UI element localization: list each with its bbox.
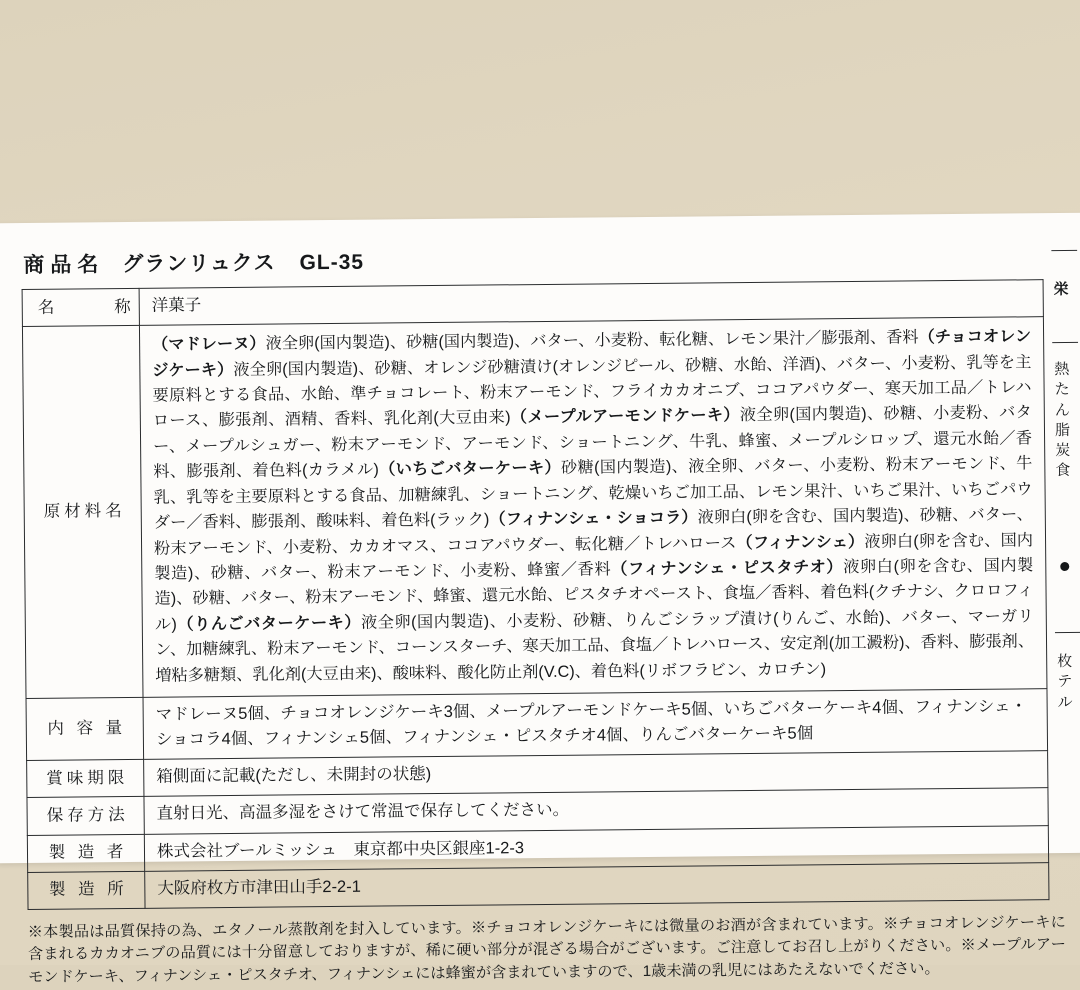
bullet-icon xyxy=(1060,562,1069,571)
row-key-factory: 製 造 所 xyxy=(28,871,145,909)
row-value-manufacturer: 株式会社ブールミッシュ 東京都中央区銀座1-2-3 xyxy=(144,825,1048,871)
product-name-value: グランリュクス xyxy=(122,251,276,277)
table-row xyxy=(26,689,1048,761)
row-value-quantity: マドレーヌ5個、チョコオレンジケーキ3個、メープルアーモンドケーキ5個、いちごバターケーキ4個、フィナンシェ・ショコラ4個、フィナンシェ5個、フィナンシェ・ピスタチオ4個、りんごバターケーキ5個 xyxy=(143,689,1048,760)
row-value-storage: 直射日光、高温多湿をさけて常温で保存してください。 xyxy=(144,788,1048,834)
divider xyxy=(1055,632,1080,633)
row-value-name: 洋菓子 xyxy=(139,280,1043,326)
row-key-storage: 保存方法 xyxy=(27,797,144,835)
row-value-ingredients: （マドレーヌ）液全卵(国内製造)、砂糖(国内製造)、バター、小麦粉、転化糖、レモン果汁／膨張剤、香料（チョコオレンジケーキ）液全卵(国内製造)、砂糖、オレンジ砂糖漬け(オレンジピール、砂糖、水飴、洋酒)、バター、小麦粉、乳等を主要原料とする食品、水飴、準チョコレート、粉末アーモンド、フライカカオニブ、ココアパウダー、寒天加工品／トレハロース、膨張剤、酒精、香料、乳化剤(大豆由来)（メープルアーモンドケーキ）液全卵(国内製造)、砂糖、小麦粉、バター、メープルシュガー、粉末アーモンド、アーモンド、ショートニング、牛乳、蜂蜜、メープルシロップ、還元水飴／香料、膨張剤、着色料(カラメル)（いちごバターケーキ）砂糖(国内製造)、液全卵、バター、小麦粉、粉末アーモンド、牛乳、乳等を主要原料とする食品、加糖練乳、ショートニング、乾燥いちご加工品、レモン果汁、いちご果汁、いちごパウダー／香料、膨張剤、酸味料、着色料(ラック)（フィナンシェ・ショコラ）液卵白(卵を含む、国内製造)、砂糖、バター、粉末アーモンド、小麦粉、カカオマス、ココアパウダー、転化糖／トレハロース（フィナンシェ）液卵白(卵を含む、国内製造)、砂糖、バター、粉末アーモンド、小麦粉、蜂蜜／香料（フィナンシェ・ピスタチオ）液卵白(卵を含む、国内製造)、砂糖、バター、粉末アーモンド、蜂蜜、還元水飴、ピスタチオペースト、食塩／香料、着色料(クチナシ、クロロフィル)（りんごバターケーキ）液全卵(国内製造)、小麦粉、砂糖、りんごシラップ漬け(りんご、水飴)、バター、マーガリン、加糖練乳、粉末アーモンド、コーンスターチ、寒天加工品、食塩／トレハロース、安定剤(加工澱粉)、香料、膨張剤、増粘多糖類、乳化剤(大豆由来)、酸味料、酸化防止剤(V.C)、着色料(リボフラビン、カロチン) xyxy=(139,317,1047,698)
divider xyxy=(1051,250,1077,251)
spec-table xyxy=(22,279,1050,909)
table-row xyxy=(22,317,1047,699)
divider xyxy=(1052,342,1078,343)
row-key-ingredients: 原材料名 xyxy=(22,325,143,698)
side-strip-line-2: 熱 た ん 脂 炭 食 xyxy=(1054,360,1071,480)
side-strip-line-1: 栄 xyxy=(1053,280,1069,299)
row-key-best-before: 賞味期限 xyxy=(27,760,144,798)
row-key-manufacturer: 製 造 者 xyxy=(27,834,144,872)
row-key-name: 名 称 xyxy=(22,288,139,326)
side-strip-line-4: 枚 テ ル xyxy=(1057,652,1073,711)
product-name-label: 商品名 xyxy=(23,253,105,277)
nutrition-label-sheet xyxy=(0,213,1080,987)
adjacent-label-edge xyxy=(1051,232,1080,844)
row-value-factory: 大阪府枚方市津田山手2-2-1 xyxy=(145,862,1049,908)
row-value-best-before: 箱側面に記載(ただし、未開封の状態) xyxy=(144,751,1048,797)
row-key-quantity: 内 容 量 xyxy=(26,698,144,761)
product-code: GL-35 xyxy=(299,250,365,275)
footnote-text: ※本製品は品質保持の為、エタノール蒸散剤を封入しています。※チョコオレンジケーキには微量のお酒が含まれています。※チョコオレンジケーキに含まれるカカオニブの品質には十分留意しておりますが、稀に硬い部分が混ざる場合がございます。ご注意してお召し上がりください。※メープルアーモンドケーキ、フィナンシェ・ピスタチオ、フィナンシェには蜂蜜が含まれていますので、1歳未満の乳児にはあたえないでください。 xyxy=(27,913,1067,987)
